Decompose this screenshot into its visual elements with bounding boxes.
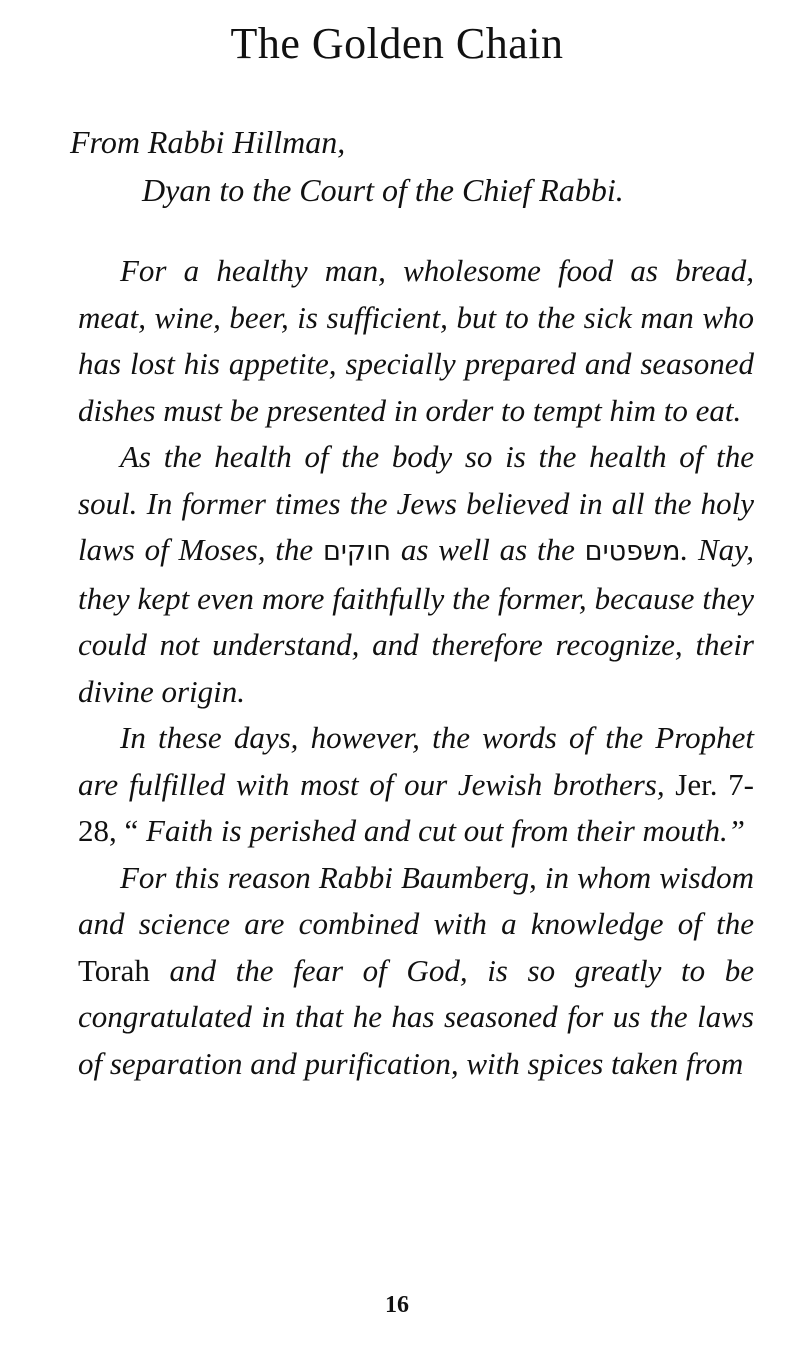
paragraph-2-part-b: as well as the [391,532,585,567]
paragraph-4 [78,855,754,1088]
attribution-line-2: Dyan to the Court of the Chief Rabbi. [142,172,624,208]
hebrew-word-mishpatim: משפטים [584,536,681,567]
paragraph-4-part-b: and the fear of God, is so greatly to be congratulated in that he has seasoned for us the laws of separation and purification, with spices taken from [78,952,754,1081]
torah-word: Torah [78,952,150,988]
paragraph-1: For a healthy man, wholesome food as bread, meat, wine, beer, is sufficient, but to the sick man who has lost his appetite, specially prepared and seasoned dishes must be presented in order to tempt him to eat. [78,253,754,428]
paragraph-2-part-c: . Nay, they kept even more faithfully the former, because they could not understand, and therefore recognize, their divine origin. [78,532,754,709]
paragraph-3 [78,715,754,855]
page-title: The Golden Chain [230,19,564,68]
paragraph-2-part-a: As the health of the body so is the health of the soul. In former times the Jews believed in all the holy laws of Moses, the [78,439,754,567]
scripture-reference: Jer. 7-28, “ [78,766,754,848]
hebrew-word-chukim: חוקים [322,536,392,567]
paragraph-3-part-a: In these days, however, the words of the Prophet are fulfilled with most of our Jewish brothers, [78,720,754,802]
body-text [78,248,754,1087]
page-number: 16 [385,1292,409,1318]
paragraph-2 [78,434,754,715]
attribution-line-1: From Rabbi Hillman, [70,124,346,160]
attribution [70,118,624,214]
paragraph-4-part-a: For this reason Rabbi Baumberg, in whom wisdom and science are combined with a knowledge of the [78,859,754,941]
paragraph-3-part-b: Faith is perished and cut out from their mouth.” [138,813,746,848]
